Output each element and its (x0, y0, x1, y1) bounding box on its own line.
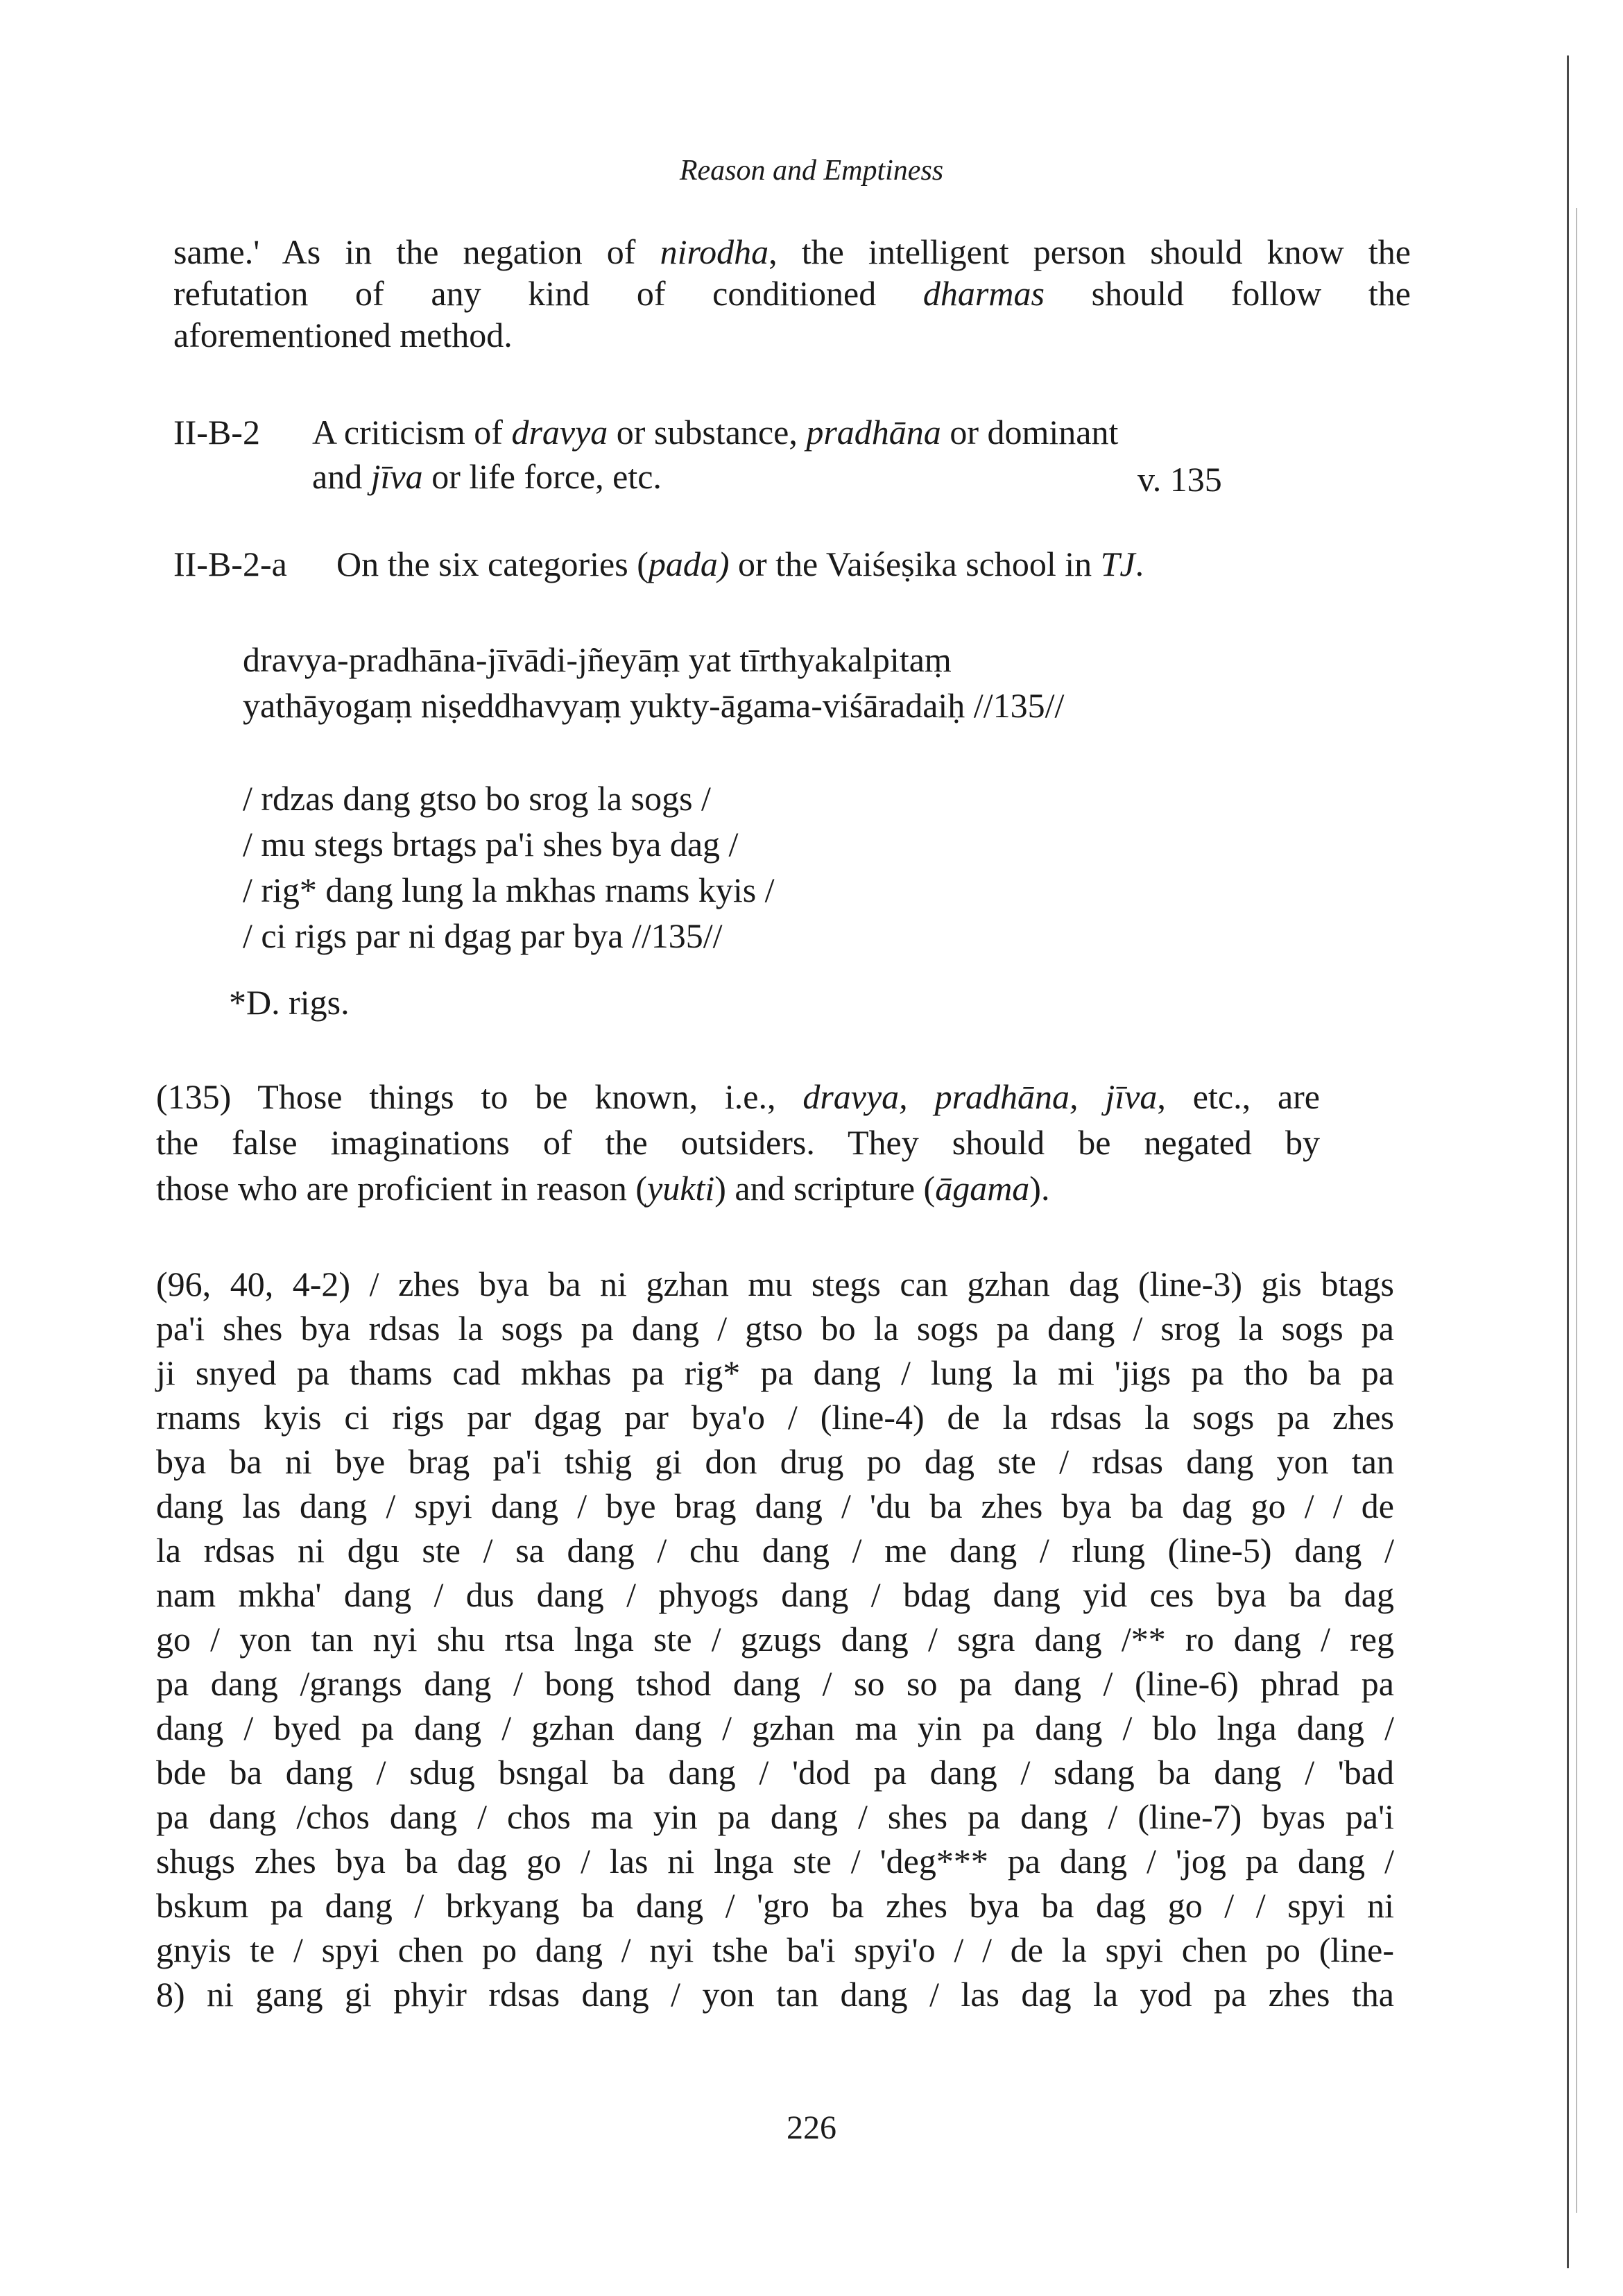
sanskrit-verse-line-1: dravya-pradhāna-jīvādi-jñeyāṃ yat tīrthyakalpitaṃ (243, 640, 952, 679)
section-heading-line-2: and jīva or life force, etc. (312, 457, 662, 496)
intro-line-3: aforementioned method. (173, 316, 513, 354)
tibetan-verse-line-1: / rdzas dang gtso bo srog la sogs / (243, 779, 711, 818)
commentary-line-3: ji snyed pa thams cad mkhas pa rig* pa dang / lung la mi 'jigs pa tho ba pa (156, 1353, 1394, 1392)
verse-footnote: *D. rigs. (229, 983, 350, 1022)
commentary-line-11: dang / byed pa dang / gzhan dang / gzhan ma yin pa dang / blo lnga dang / (156, 1708, 1394, 1747)
section-label-ii-b-2: II-B-2 (173, 413, 260, 452)
commentary-line-12: bde ba dang / sdug bsngal ba dang / 'dod pa dang / sdang ba dang / 'bad (156, 1753, 1394, 1792)
tibetan-verse-line-4: / ci rigs par ni dgag par bya //135// (243, 916, 723, 955)
commentary-line-1: (96, 40, 4-2) / zhes bya ba ni gzhan mu stegs can gzhan dag (line-3) gis btags (156, 1265, 1394, 1303)
page-edge-shadow (1567, 55, 1569, 2268)
commentary-line-2: pa'i shes bya rdsas la sogs pa dang / gtso bo la sogs pa dang / srog la sogs pa (156, 1309, 1394, 1348)
tibetan-verse-line-2: / mu stegs brtags pa'i shes bya dag / (243, 825, 739, 864)
intro-line-2: refutation of any kind of conditioned dharmas should follow the (173, 274, 1411, 313)
commentary-line-10: pa dang /grangs dang / bong tshod dang / so so pa dang / (line-6) phrad pa (156, 1664, 1394, 1703)
translation-line-2: the false imaginations of the outsiders. They should be negated by (156, 1123, 1320, 1162)
intro-line-1: same.' As in the negation of nirodha, the intelligent person should know the (173, 232, 1411, 271)
page-number: 226 (787, 2109, 836, 2146)
running-header: Reason and Emptiness (679, 155, 944, 187)
commentary-line-9: go / yon tan nyi shu rtsa lnga ste / gzugs dang / sgra dang /** ro dang / reg (156, 1620, 1394, 1659)
verse-reference: v. 135 (1137, 460, 1222, 499)
translation-line-3: those who are proficient in reason (yukti) and scripture (āgama). (156, 1169, 1050, 1208)
tibetan-verse-line-3: / rig* dang lung la mkhas rnams kyis / (243, 871, 775, 909)
section-label-ii-b-2-a: II-B-2-a (173, 545, 287, 583)
commentary-line-17: 8) ni gang gi phyir rdsas dang / yon tan dang / las dag la yod pa zhes tha (156, 1975, 1394, 2014)
section-heading-line-1: A criticism of dravya or substance, pradhāna or dominant (312, 413, 1119, 452)
sanskrit-verse-line-2: yathāyogaṃ niṣeddhavyaṃ yukty-āgama-viśāradaiḥ //135// (243, 686, 1065, 725)
translation-line-1: (135) Those things to be known, i.e., dravya, pradhāna, jīva, etc., are (156, 1077, 1320, 1116)
commentary-line-6: dang las dang / spyi dang / bye brag dang / 'du ba zhes bya ba dag go / / de (156, 1487, 1394, 1525)
commentary-line-5: bya ba ni bye brag pa'i tshig gi don drug po dag ste / rdsas dang yon tan (156, 1442, 1394, 1481)
commentary-line-15: bskum pa dang / brkyang ba dang / 'gro ba zhes bya ba dag go / / spyi ni (156, 1886, 1394, 1925)
commentary-line-8: nam mkha' dang / dus dang / phyogs dang / bdag dang yid ces bya ba dag (156, 1575, 1394, 1614)
subsection-heading: On the six categories (pada) or the Vaiśeṣika school in TJ. (336, 545, 1144, 583)
commentary-line-7: la rdsas ni dgu ste / sa dang / chu dang / me dang / rlung (line-5) dang / (156, 1531, 1394, 1570)
commentary-line-14: shugs zhes bya ba dag go / las ni lnga ste / 'deg*** pa dang / 'jog pa dang / (156, 1842, 1394, 1881)
commentary-line-13: pa dang /chos dang / chos ma yin pa dang / shes pa dang / (line-7) byas pa'i (156, 1797, 1394, 1836)
commentary-line-4: rnams kyis ci rigs par dgag par bya'o / (line-4) de la rdsas la sogs pa zhes (156, 1398, 1394, 1437)
page-edge-shadow-2 (1576, 208, 1577, 2213)
commentary-line-16: gnyis te / spyi chen po dang / nyi tshe ba'i spyi'o / / de la spyi chen po (line- (156, 1930, 1394, 1969)
